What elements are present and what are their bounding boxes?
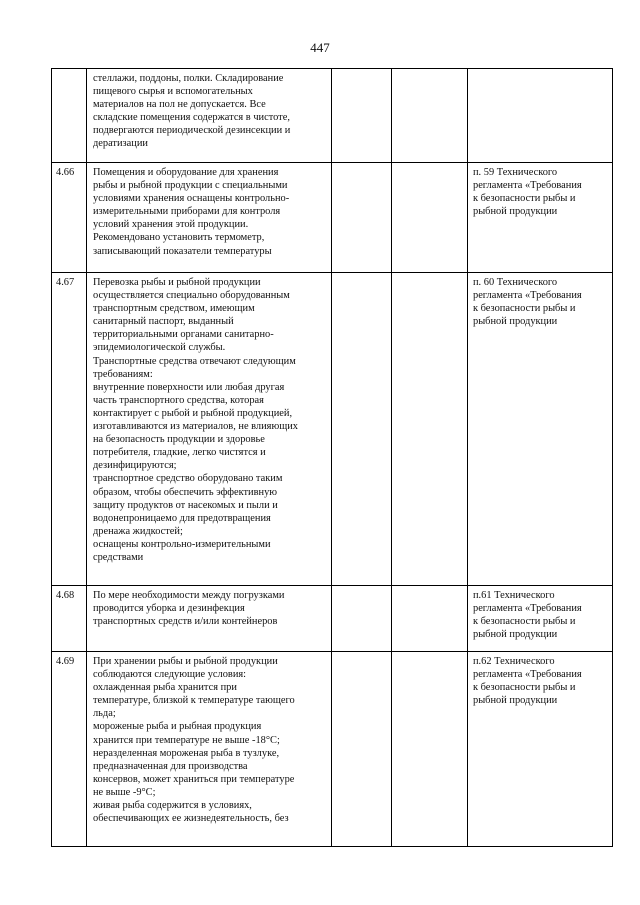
requirements-table	[51, 68, 613, 847]
reference-text: п. 59 Технического регламента «Требования к безопасности рыбы и рыбной продукции	[468, 163, 613, 273]
empty-cell	[332, 273, 392, 586]
reference-text	[468, 69, 613, 163]
reference-text: п.61 Технического регламента «Требования к безопасности рыбы и рыбной продукции	[468, 586, 613, 652]
requirement-text: Помещения и оборудование для хранения рыбы и рыбной продукции с специальными условиями хранения оснащены контрольно- измерительными приборами для контроля условий хранения этой продукции. Рекомендовано установить термометр, записывающий показатели температуры	[87, 163, 332, 273]
table-row	[52, 586, 613, 652]
page-number: 447	[310, 40, 330, 55]
row-number: 4.68	[52, 586, 87, 652]
table-row	[52, 652, 613, 847]
table-row	[52, 163, 613, 273]
row-number: 4.69	[52, 652, 87, 847]
table-row	[52, 273, 613, 586]
table-row	[52, 69, 613, 163]
requirement-text: По мере необходимости между погрузками проводится уборка и дезинфекция транспортных средств и/или контейнеров	[87, 586, 332, 652]
empty-cell	[392, 69, 468, 163]
empty-cell	[392, 273, 468, 586]
requirement-text: При хранении рыбы и рыбной продукции соблюдаются следующие условия: охлажденная рыба хранится при температуре, близкой к температуре тающего льда; мороженые рыба и рыбная продукция хранится при температуре не выше -18°С; неразделенная мороженая рыба в тузлуке, предназначенная для производства консервов, может храниться при температуре не выше -9°С; живая рыба содержится в условиях, обеспечивающих ее жизнедеятельность, без	[87, 652, 332, 847]
reference-text: п. 60 Технического регламента «Требования к безопасности рыбы и рыбной продукции	[468, 273, 613, 586]
row-number: 4.67	[52, 273, 87, 586]
row-number	[52, 69, 87, 163]
empty-cell	[332, 586, 392, 652]
requirement-text: стеллажи, поддоны, полки. Складирование пищевого сырья и вспомогательных материалов на пол не допускается. Все складские помещения содержатся в чистоте, подвергаются периодической дезинсекции и дератизации	[87, 69, 332, 163]
empty-cell	[392, 652, 468, 847]
empty-cell	[392, 163, 468, 273]
reference-text: п.62 Технического регламента «Требования к безопасности рыбы и рыбной продукции	[468, 652, 613, 847]
empty-cell	[332, 163, 392, 273]
empty-cell	[332, 652, 392, 847]
empty-cell	[392, 586, 468, 652]
empty-cell	[332, 69, 392, 163]
row-number: 4.66	[52, 163, 87, 273]
requirement-text: Перевозка рыбы и рыбной продукции осуществляется специально оборудованным транспортным средством, имеющим санитарный паспорт, выданный территориальными органами санитарно- эпидемиологической службы. Транспортные средства отвечают следующим требованиям: внутренние поверхности или любая другая часть транспортного средства, которая контактирует с рыбой и рыбной продукцией, изготавливаются из материалов, не влияющих на безопасность продукции и здоровье потребителя, гладкие, легко чистятся и дезинфицируются; транспортное средство оборудовано таким образом, чтобы обеспечить эффективную защиту продуктов от насекомых и пыли и водонепроницаемо для предотвращения дренажа жидкостей; оснащены контрольно-измерительными средствами	[87, 273, 332, 586]
